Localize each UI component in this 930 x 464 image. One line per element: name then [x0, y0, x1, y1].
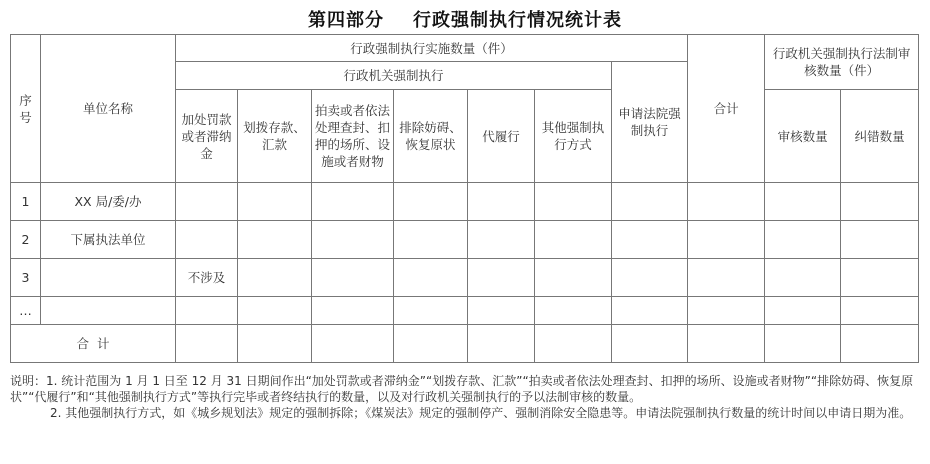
total-row — [11, 325, 919, 363]
table-row — [11, 221, 919, 259]
row-fine — [176, 297, 238, 325]
header-unit-name: 单位名称 — [41, 35, 176, 183]
row-unit-name: 下属执法单位 — [41, 221, 176, 259]
table-row — [11, 259, 919, 297]
table-row — [11, 297, 919, 325]
header-remove: 排除妨碍、恢复原状 — [394, 90, 468, 183]
header-corrected: 纠错数量 — [841, 90, 919, 183]
row-fine — [176, 183, 238, 221]
header-fine: 加处罚款或者滞纳金 — [176, 90, 238, 183]
header-substitute: 代履行 — [468, 90, 535, 183]
row-unit-name: XX 局/委/办 — [41, 183, 176, 221]
row-seq: 1 — [11, 183, 41, 221]
note-1: 说明：1. 统计范围为 1 月 1 日至 12 月 31 日期间作出“加处罚款或者滞纳金”“划拨存款、汇款”“拍卖或者依法处理查封、扣押的场所、设施或者财物”“排除妨碍、恢复原状”“代履行”和“其他强制执行方式”等执行完毕或者终结执行的数量，以及对行政机关强制执行的予以法制审核的数量。 — [10, 374, 914, 404]
notes — [10, 373, 920, 421]
table-row — [11, 183, 919, 221]
header-auction: 拍卖或者依法处理查封、扣押的场所、设施或者财物 — [312, 90, 394, 183]
header-admin-exec: 行政机关强制执行 — [176, 62, 612, 90]
row-fine: 不涉及 — [176, 259, 238, 297]
row-fine — [176, 221, 238, 259]
row-unit-name — [41, 259, 176, 297]
row-unit-name — [41, 297, 176, 325]
header-court: 申请法院强制执行 — [612, 62, 688, 183]
header-review-count: 行政机关强制执行法制审核数量（件） — [765, 35, 919, 90]
header-transfer: 划拨存款、汇款 — [238, 90, 312, 183]
row-seq: 2 — [11, 221, 41, 259]
page-title: 第四部分 行政强制执行情况统计表 — [307, 10, 623, 31]
header-impl-count: 行政强制执行实施数量（件） — [176, 35, 688, 62]
note-2: 2. 其他强制执行方式，如《城乡规划法》规定的强制拆除；《煤炭法》规定的强制停产、强制消除安全隐患等。申请法院强制执行数量的统计时间以申请日期为准。 — [50, 406, 912, 420]
row-seq: … — [11, 297, 41, 325]
statistics-table — [10, 34, 919, 363]
header-total: 合计 — [688, 35, 765, 183]
header-other: 其他强制执行方式 — [535, 90, 612, 183]
header-seq: 序号 — [11, 35, 41, 183]
total-label: 合 计 — [11, 325, 176, 363]
header-reviewed: 审核数量 — [765, 90, 841, 183]
row-seq: 3 — [11, 259, 41, 297]
